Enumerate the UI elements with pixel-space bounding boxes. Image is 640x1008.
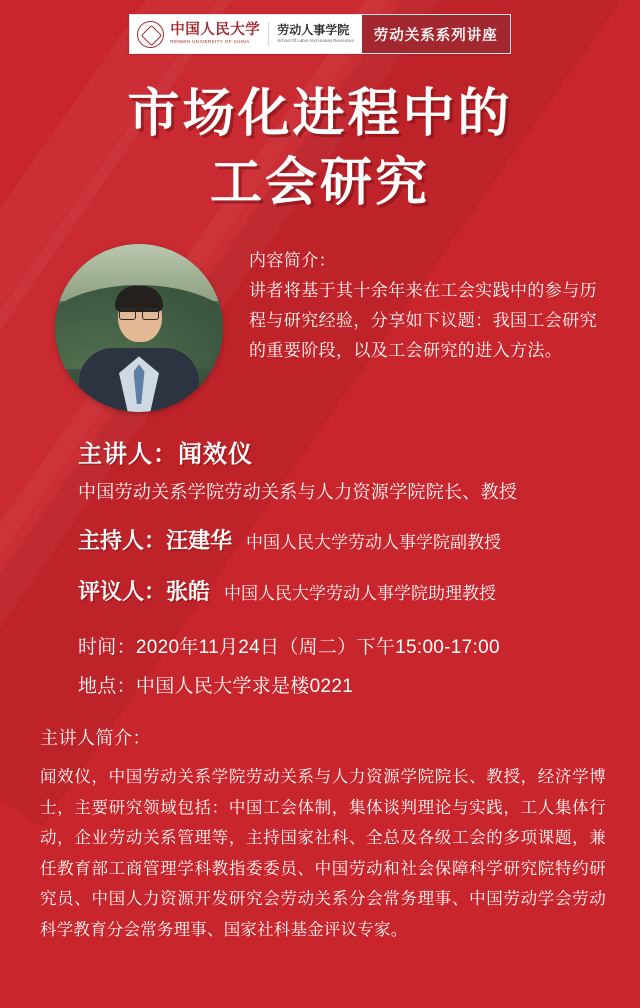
poster-header — [0, 0, 640, 54]
commentator-label: 评议人： — [78, 579, 167, 605]
time-row — [78, 632, 604, 659]
place-row — [78, 671, 604, 698]
school-name-cn: 劳动人事学院 — [277, 23, 350, 38]
university-name-cn: 中国人民大学 — [170, 21, 261, 38]
intro-text-block — [249, 244, 612, 365]
bio-title: 主讲人简介： — [40, 728, 151, 749]
bio-section — [0, 724, 640, 945]
place-label: 地点： — [78, 676, 136, 698]
host-name-block — [78, 524, 232, 555]
portrait-glasses — [119, 308, 159, 317]
speaker-line — [78, 434, 604, 469]
university-name-en: RENMIN UNIVERSITY OF CHINA — [170, 39, 250, 45]
speaker-name: 闻效仪 — [178, 441, 253, 469]
university-seal-icon — [137, 21, 164, 48]
institution-logo-bar — [129, 14, 510, 54]
bio-body: 闻效仪，中国劳动关系学院劳动关系与人力资源学院院长、教授，经济学博士，主要研究领域包括：中国工会体制，集体谈判理论与实践，工人集体行动，企业劳动关系管理等，主持国家社科、全总及各级工会的多项课题，兼任教育部工商管理学科教指委委员、中国劳动和社会保障科学研究院特约研究员、中国人力资源开发研究会劳动关系分会常务理事、中国劳动学会劳动科学教育分会常务理事、国家社科基金评议专家。 — [40, 768, 606, 939]
host-row — [78, 524, 604, 555]
details-section — [0, 434, 640, 698]
place-value: 中国人民大学求是楼0221 — [135, 676, 354, 698]
host-label: 主持人： — [78, 528, 167, 554]
commentator-row — [78, 575, 604, 606]
lecture-series-tag: 劳动关系系列讲座 — [362, 15, 510, 53]
title-line-2: 工会研究 — [209, 153, 430, 214]
time-label: 时间： — [78, 637, 136, 659]
title-line-1: 市场化进程中的 — [127, 84, 513, 144]
poster-title — [0, 80, 640, 218]
school-name-en: School Of Labor And Human Resources — [277, 38, 354, 44]
speaker-portrait — [55, 244, 223, 412]
school-name — [269, 15, 361, 53]
intro-section — [0, 244, 640, 412]
intro-body: 讲者将基于其十余年来在工会实践中的参与历程与研究经验，分享如下议题：我国工会研究的重要阶段，以及工会研究的进入方法。 — [249, 281, 597, 360]
university-logo — [130, 15, 268, 53]
host-affiliation: 中国人民大学劳动人事学院副教授 — [246, 533, 502, 553]
commentator-affiliation: 中国人民大学劳动人事学院助理教授 — [224, 584, 497, 604]
speaker-label: 主讲人： — [78, 441, 178, 469]
speaker-affiliation: 中国劳动关系学院劳动关系与人力资源学院院长、教授 — [78, 482, 518, 503]
commentator-name-block — [78, 575, 210, 606]
commentator-name: 张皓 — [166, 579, 211, 605]
university-name — [170, 23, 260, 45]
host-name: 汪建华 — [166, 528, 233, 554]
time-value: 2020年11月24日（周二）下午15:00-17:00 — [135, 637, 500, 659]
intro-label: 内容简介： — [249, 251, 336, 271]
